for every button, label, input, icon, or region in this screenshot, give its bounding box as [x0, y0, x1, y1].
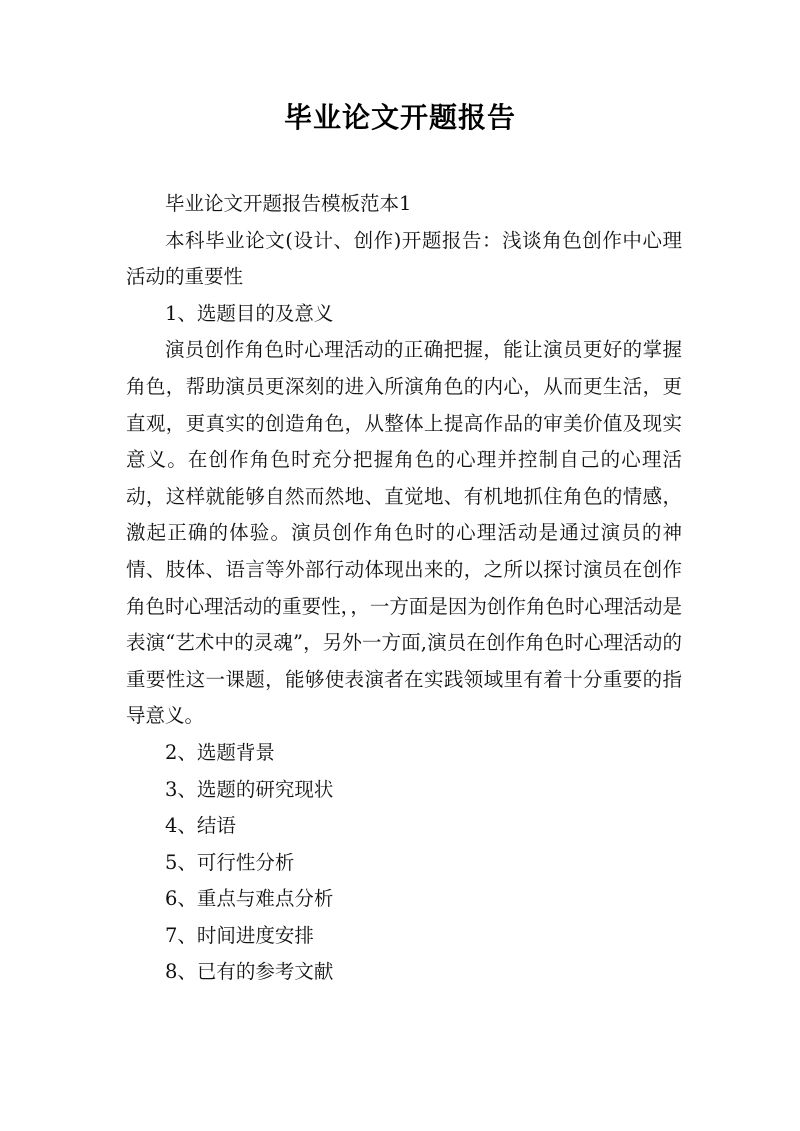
- section-heading-feasibility: 5、可行性分析: [165, 850, 295, 874]
- section-heading-background: 2、选题背景: [165, 740, 275, 764]
- section-heading-conclusion: 4、结语: [165, 814, 236, 838]
- report-subject: 本科毕业论文(设计、创作)开题报告：浅谈角色创作中心理活动的重要性: [126, 228, 682, 289]
- body-paragraph: 演员创作角色时心理活动的正确把握，能让演员更好的掌握角色，帮助演员更深刻的进入所演角色的内心，从而更生活，更直观，更真实的创造角色，从整体上提高作品的审美价值及现实意义。在创作角色时充分把握角色的心理并控制自己的心理活动，这样就能够自然而然地、直觉地、有机地抓住角色的情感，激起正确的体验。演员创作角色时的心理活动是通过演员的神情、肢体、语言等外部行动体现出来的，之所以探讨演员在创作角色时心理活动的重要性，，一方面是因为创作角色时心理活动是表演“艺术中的灵魂”，另外一方面,演员在创作角色时心理活动的重要性这一课题，能够使表演者在实践领域里有着十分重要的指导意义。: [126, 338, 682, 728]
- document-body: [126, 186, 682, 991]
- section-heading-references: 8、已有的参考文献: [165, 960, 334, 984]
- section-heading-schedule: 7、时间进度安排: [165, 923, 314, 947]
- template-heading: 毕业论文开题报告模板范本1: [165, 192, 412, 215]
- document-title: 毕业论文开题报告: [283, 101, 516, 134]
- section-heading-purpose: 1、选题目的及意义: [165, 301, 334, 325]
- section-heading-key-points: 6、重点与难点分析: [165, 887, 334, 911]
- section-heading-research-status: 3、选题的研究现状: [165, 777, 334, 801]
